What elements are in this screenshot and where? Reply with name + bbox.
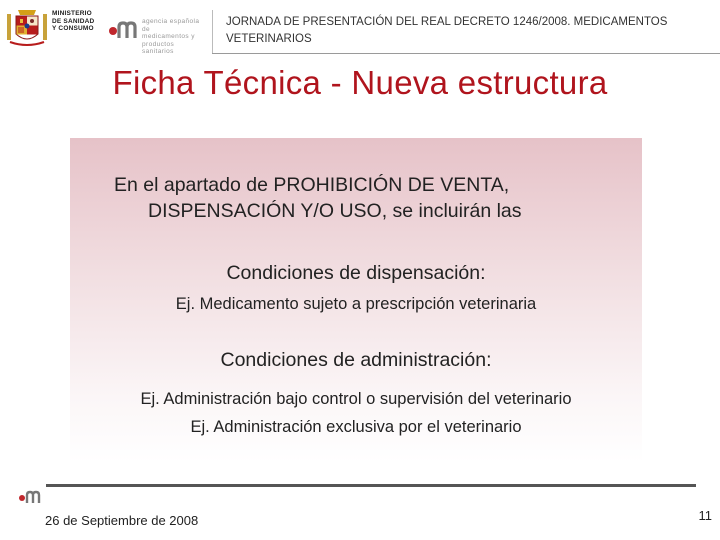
event-title: JORNADA DE PRESENTACIÓN DEL REAL DECRETO 1246/2008. MEDICAMENTOS VETERINARIOS [226,16,668,45]
slide-header [0,0,720,56]
dispensing-example: Ej. Medicamento sujeto a prescripción veterinaria [175,295,537,313]
ministry-name [52,10,104,33]
aemps-logo-icon [108,18,140,40]
footer-date: 26 de Septiembre de 2008 [45,513,199,528]
content-box [70,138,642,462]
agency-line: productos sanitarios [142,40,175,56]
ministry-line: Y CONSUMO [52,25,94,33]
ministry-line: DE SANIDAD [52,17,95,25]
spanish-coat-of-arms-icon [6,8,48,48]
agency-line: medicamentos y [142,33,195,41]
header-rule [212,53,720,54]
ministry-line: MINISTERIO [52,10,92,17]
intro-line: En el apartado de PROHIBICIÓN DE VENTA, [114,174,510,196]
aemps-footer-logo-icon [18,488,44,504]
header-divider [212,10,213,54]
ministry-logo [6,8,102,48]
administration-conditions-heading: Condiciones de administración: [220,349,492,371]
footer-rule [46,484,696,487]
intro-line: DISPENSACIÓN Y/O USO, se incluirán las [148,200,522,222]
page-number: 11 [698,508,712,523]
dispensing-conditions-heading: Condiciones de dispensación: [226,262,486,284]
agency-line: agencia española de [142,18,200,33]
slide-title: Ficha Técnica - Nueva estructura [112,64,608,101]
administration-example: Ej. Administración bajo control o supervisión del veterinario [140,390,572,408]
agency-logo [108,14,208,56]
intro-text [70,172,642,224]
administration-example: Ej. Administración exclusiva por el veterinario [190,418,522,436]
agency-name [142,18,208,56]
